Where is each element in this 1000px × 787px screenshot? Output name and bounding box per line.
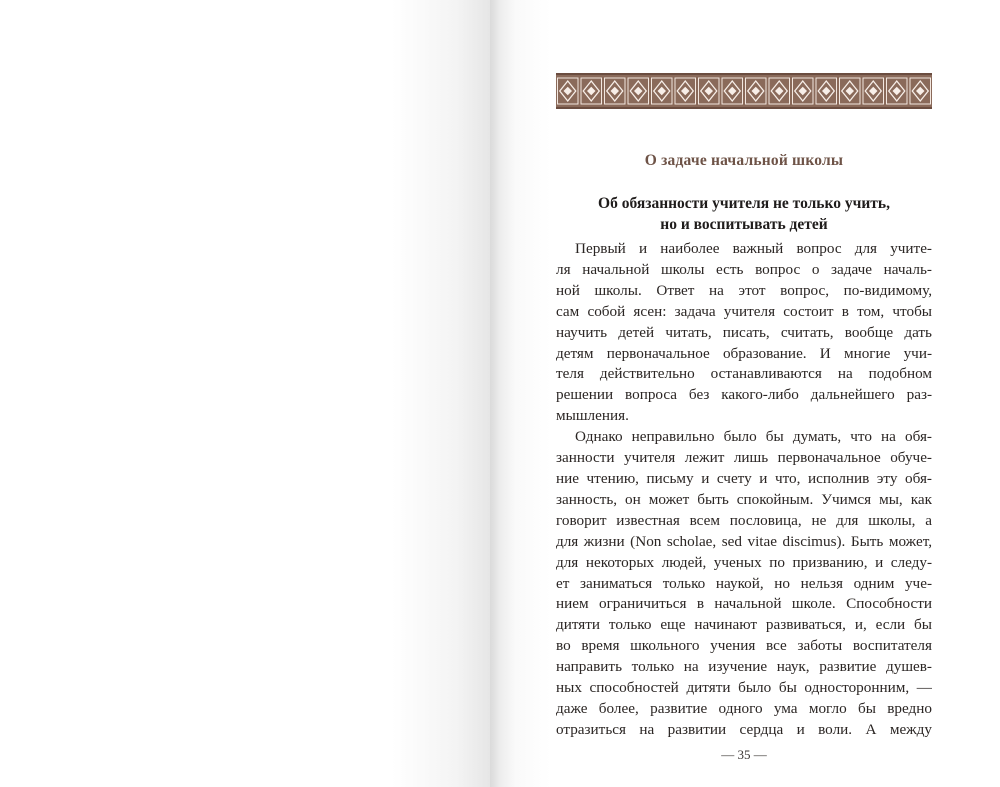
text-line: сам собой ясен: задача учителя состоит в том, чтобы (556, 302, 932, 320)
text-line: во время школьного учения все заботы воспитателя (556, 637, 932, 655)
text-line: теля действительно останавливаются на подобном (556, 365, 932, 383)
text-line: даже более, развитие одного ума могло бы вредно (556, 699, 932, 717)
left-page-blank (0, 0, 490, 787)
chapter-title: О задаче начальной школы (644, 152, 844, 169)
text-line: ет заниматься только наукой, но нельзя одним уче- (556, 574, 932, 592)
text-line: мышления. (556, 407, 629, 425)
section-title-line-1: Об обязанности учителя не только учить, (598, 195, 890, 212)
decorative-ornament-band (556, 73, 932, 109)
text-line: занность, он может быть спокойным. Учимся мы, как (556, 490, 932, 508)
text-line: направить только на изучение наук, развитие душев- (556, 658, 932, 676)
text-line: ной школы. Ответ на этот вопрос, по-видимому, (556, 281, 932, 299)
text-line: научить детей читать, писать, считать, вообще дать (556, 323, 932, 341)
body-text (556, 239, 932, 741)
text-line: Первый и наиболее важный вопрос для учите- (575, 240, 932, 257)
text-line: для некоторых людей, ученых по призванию, и следу- (556, 553, 932, 571)
text-line: Однако неправильно было бы думать, что на обя- (575, 428, 932, 446)
ornament-pattern-icon (556, 75, 932, 107)
text-line: решении вопроса без какого-либо дальнейшего раз- (556, 386, 932, 404)
text-line: ние чтению, письму и счету и что, исполнив эту обя- (556, 469, 932, 487)
text-line: для жизни (Non scholae, sed vitae discimus). Быть может, (556, 532, 932, 550)
text-line: занности учителя лежит лишь первоначальное обуче- (556, 449, 932, 467)
text-line: ных способностей дитяти было бы односторонним, — (556, 679, 932, 697)
text-line: дитяти только еще начинают развиваться, и, если бы (556, 616, 932, 634)
text-line: говорит известная всем пословица, не для школы, а (556, 511, 932, 529)
text-line: нием ограничиться в начальной школе. Способности (556, 595, 932, 613)
section-title (556, 193, 932, 235)
section-title-line-2: но и воспитывать детей (660, 216, 828, 233)
text-line: детям первоначальное образование. И многие учи- (556, 344, 932, 362)
text-line: отразиться на развитии сердца и воли. А между (556, 720, 932, 738)
text-line: ля начальной школы есть вопрос о задаче началь- (556, 260, 932, 278)
page-number: — 35 — (721, 747, 767, 762)
